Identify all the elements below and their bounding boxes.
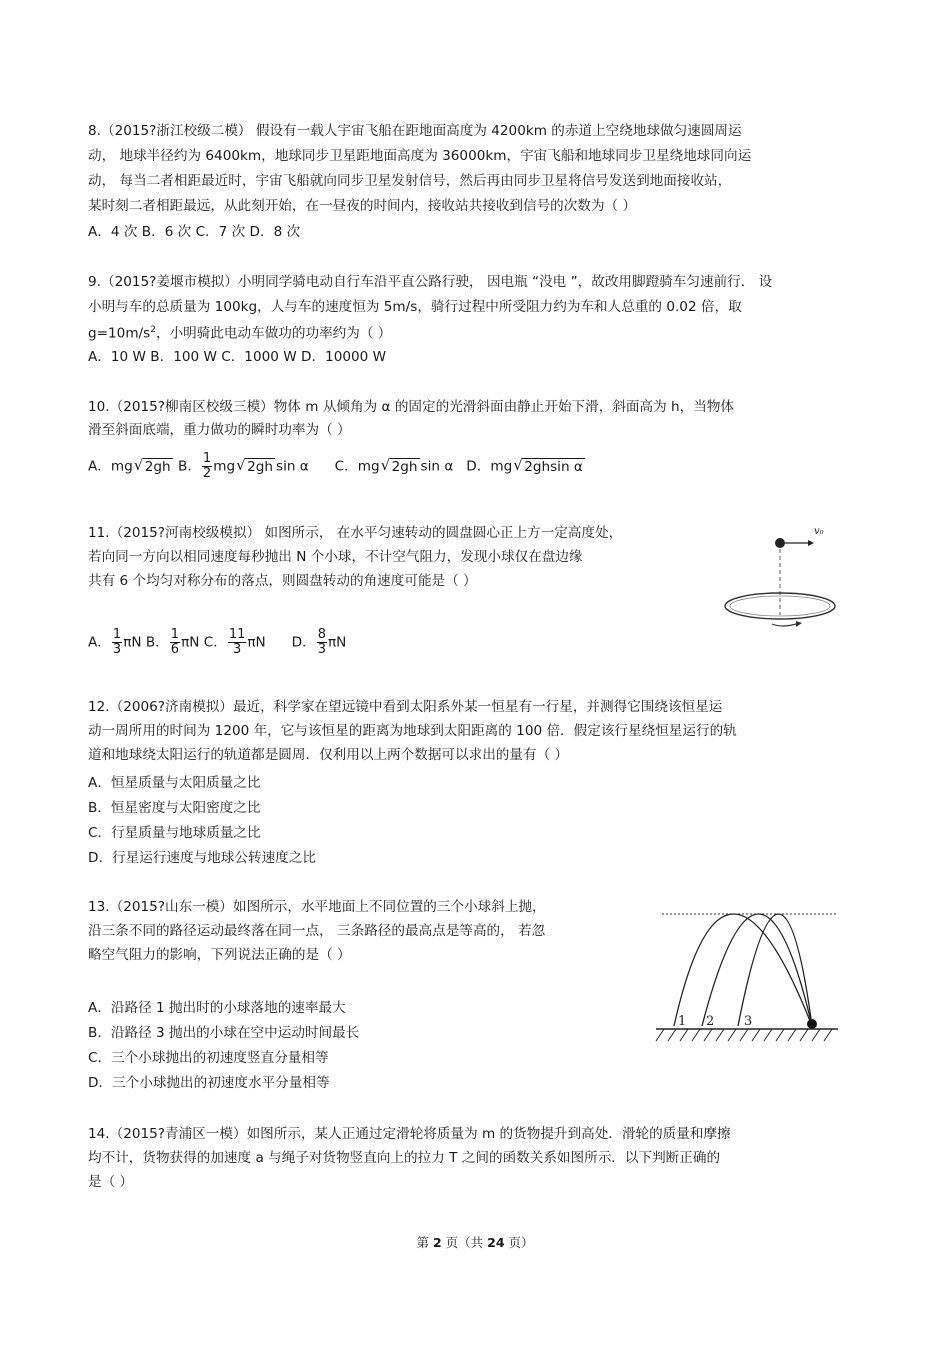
q11-v0-label: v₀ <box>814 526 824 537</box>
q9-line-1: 9.（2015?姜堰市模拟）小明同学骑电动自行车沿平直公路行驶， 因电瓶 “没电 ”，故改用脚蹬骑车匀速前行． 设 <box>88 274 773 290</box>
q13-landing-ball <box>807 1019 817 1029</box>
q11-rotation-arrow <box>772 624 796 626</box>
q10-option-c-label: C．mg <box>308 458 380 475</box>
q9-line-3 <box>88 321 391 343</box>
q13-label-2: 2 <box>706 1014 715 1029</box>
q9-line-3-rest: ，小明骑此电动车做功的功率约为（ ） <box>155 325 392 342</box>
q11-ball <box>775 538 785 548</box>
page-number: 2 <box>432 1235 442 1250</box>
q12-option-d: D．行星运行速度与地球公转速度之比 <box>88 850 316 866</box>
q8-line-1: 8.（2015?浙江校级二模） 假设有一载人宇宙飞船在距地面高度为 4200km 的赤道上空绕地球做匀速圆周运 <box>88 123 742 139</box>
q11-fraction-d: $\frac{8}{3}$ <box>317 627 326 657</box>
q14-line-3: 是（ ） <box>88 1174 134 1190</box>
q13-line-3: 略空气阻力的影响，下列说法正确的是（ ） <box>88 947 351 963</box>
q11-options: A． $\frac{1}{3}$ πN B． $\frac{1}{6}$ πN C． $\frac{11}{3}$ πN D． $\frac{8}{3}$ πN <box>88 627 347 657</box>
q12-option-c: C．行星质量与地球质量之比 <box>88 825 261 841</box>
page-footer: 第 2 页（共 24 页） <box>416 1235 534 1250</box>
q11-fraction-b: $\frac{1}{6}$ <box>170 627 180 657</box>
q13-trajectory-figure <box>652 905 842 1045</box>
q8-line-3: 动， 每当二者相距最近时，宇宙飞船就向同步卫星发射信号，然后再由同步卫星将信号发送到地面接收站， <box>88 173 732 189</box>
q12-line-1: 12.（2006?济南模拟）最近，科学家在望远镜中看到太阳系外某一恒星有一行星，并测得它围绕该恒星运 <box>88 699 723 715</box>
q10-line-1: 10.（2015?柳南区校级三模）物体 m 从倾角为 α 的固定的光滑斜面由静止开始下滑，斜面高为 h，当物体 <box>88 399 735 415</box>
q13-path-2 <box>702 914 812 1026</box>
q8-options: A．4 次 B．6 次 C．7 次 D．8 次 <box>88 224 301 240</box>
page-total: 24 <box>487 1235 505 1250</box>
q11-fraction-c: $\frac{11}{3}$ <box>228 627 246 657</box>
q10-option-a-label: A．mg <box>88 458 133 475</box>
q9-gravity: g=10m/s <box>88 325 151 342</box>
q11-line-3: 共有 6 个均匀对称分布的落点，则圆盘转动的角速度可能是（ ） <box>88 573 477 589</box>
q13-label-1: 1 <box>678 1014 687 1029</box>
q13-ground-hatch <box>656 1029 832 1041</box>
q10-line-2: 滑至斜面底端，重力做功的瞬时功率为（ ） <box>88 422 351 438</box>
q11-fraction-a: $\frac{1}{3}$ <box>112 627 122 657</box>
q12-option-b: B．恒星密度与太阳密度之比 <box>88 800 261 816</box>
q13-option-b: B．沿路径 3 抛出的小球在空中运动时间最长 <box>88 1025 360 1041</box>
q14-line-1: 14.（2015?青浦区一模）如图所示，某人正通过定滑轮将质量为 m 的货物提升到高处．滑轮的质量和摩擦 <box>88 1126 731 1142</box>
q10-option-b-label: B． <box>173 458 201 475</box>
q13-path-3 <box>738 914 812 1026</box>
q13-label-3: 3 <box>744 1014 753 1029</box>
q13-option-a: A．沿路径 1 抛出时的小球落地的速率最大 <box>88 1000 346 1016</box>
q9-line-2: 小明与车的总质量为 100kg，人与车的速度恒为 5m/s，骑行过程中所受阻力约为车和人总重的 0.02 倍，取 <box>88 299 742 315</box>
q13-line-1: 13.（2015?山东一模）如图所示，水平地面上不同位置的三个小球斜上抛， <box>88 899 546 915</box>
q14-line-2: 均不计，货物获得的加速度 a 与绳子对货物竖直向上的拉力 T 之间的函数关系如图所示．以下判断正确的 <box>88 1150 721 1166</box>
q10-sqrt-a: √ 2gh <box>133 455 171 475</box>
q12-line-2: 动一周所用的时间为 1200 年，它与该恒星的距离为地球到太阳距离的 100 倍．假定该行星绕恒星运行的轨 <box>88 723 737 739</box>
q10-sqrt-d: √ 2ghsin α <box>513 455 583 475</box>
q8-line-2: 动， 地球半径约为 6400km，地球同步卫星距地面高度为 36000km，宇宙飞船和地球同步卫星绕地球同向运 <box>88 148 752 164</box>
q13-option-c: C．三个小球抛出的初速度竖直分量相等 <box>88 1050 329 1066</box>
q8-line-4: 某时刻二者相距最远，从此刻开始，在一昼夜的时间内，接收站共接收到信号的次数为（ ） <box>88 198 637 214</box>
q10-sqrt-b: √ 2gh <box>236 455 273 475</box>
q12-option-a: A．恒星质量与太阳质量之比 <box>88 775 261 791</box>
q13-line-2: 沿三条不同的路径运动最终落在同一点， 三条路径的最高点是等高的， 若忽 <box>88 923 546 939</box>
q13-option-d: D．三个小球抛出的初速度水平分量相等 <box>88 1075 330 1091</box>
q11-line-2: 若向同一方向以相同速度每秒抛出 N 个小球，不计空气阻力，发现小球仅在盘边缘 <box>88 549 583 565</box>
q10-fraction-b: $\frac{1}{2}$ <box>202 451 212 481</box>
q12-line-3: 道和地球绕太阳运行的轨道都是圆周．仅利用以上两个数据可以求出的量有（ ） <box>88 747 569 763</box>
q11-line-1: 11.（2015?河南校级模拟） 如图所示， 在水平匀速转动的圆盘圆心正上方一定高度处， <box>88 525 623 541</box>
q9-exponent: 2 <box>150 325 156 335</box>
q10-sqrt-c: √ 2gh <box>380 455 418 475</box>
q13-path-1 <box>674 914 812 1026</box>
q9-options: A．10 W B．100 W C．1000 W D．10000 W <box>88 349 387 365</box>
q11-disk-figure <box>718 520 850 640</box>
q10-options: A．mg √ 2gh B． $\frac{1}{2}$ mg √ 2gh sin α C．mg √ 2gh sin α D．mg √ 2ghsin α <box>88 451 583 481</box>
